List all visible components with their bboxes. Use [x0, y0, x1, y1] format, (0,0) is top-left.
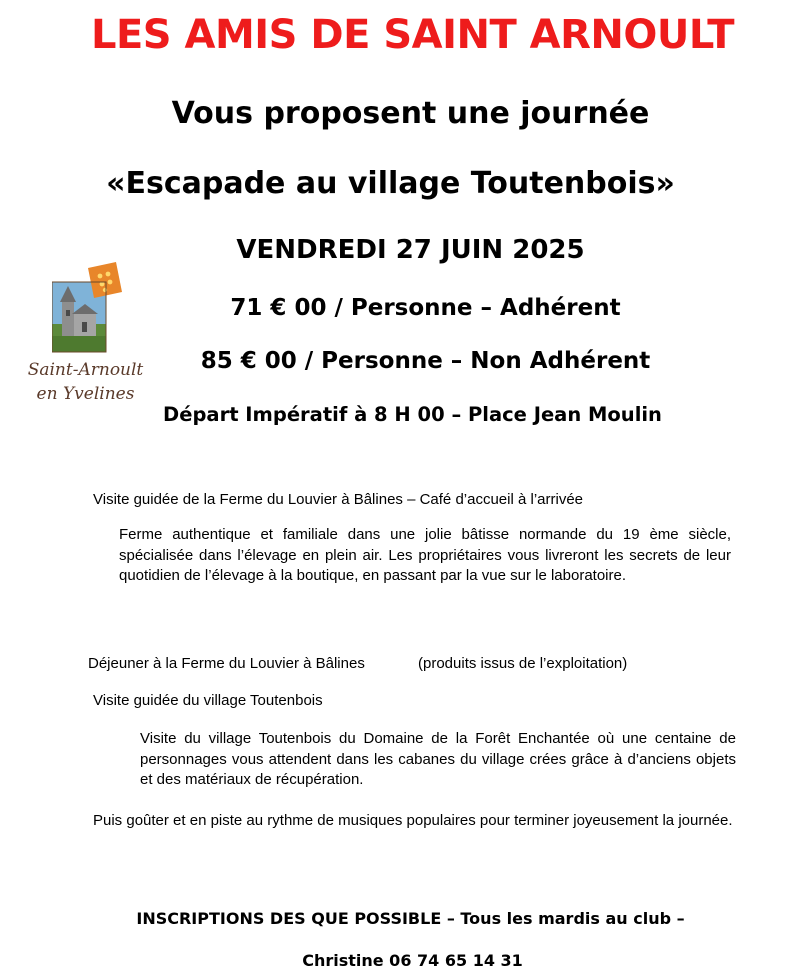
snack-paragraph: Puis goûter et en piste au rythme de musiques populaires pour terminer joyeusement la journée.: [93, 812, 733, 829]
price-non-member: 85 € 00 / Personne – Non Adhérent: [200, 348, 651, 374]
visit1-title: Visite guidée de la Ferme du Louvier à Bâlines – Café d’accueil à l’arrivée: [93, 491, 583, 508]
logo-text-line2: en Yvelines: [36, 384, 135, 404]
page-title: LES AMIS DE SAINT ARNOULT: [90, 12, 735, 58]
church-logo-icon: [52, 262, 124, 354]
logo-text-line1: Saint-Arnoult: [27, 360, 144, 380]
subtitle: Vous proposent une journée: [171, 96, 650, 131]
event-name: «Escapade au village Toutenbois»: [106, 166, 675, 201]
price-member: 71 € 00 / Personne – Adhérent: [230, 295, 621, 321]
inscriptions-info: INSCRIPTIONS DES QUE POSSIBLE – Tous les mardis au club –: [136, 909, 685, 928]
departure-info: Départ Impératif à 8 H 00 – Place Jean Moulin: [163, 403, 662, 426]
lunch-note: (produits issus de l’exploitation): [418, 655, 628, 672]
lunch-title: Déjeuner à la Ferme du Louvier à Bâlines: [88, 655, 365, 672]
visit1-description: Ferme authentique et familiale dans une jolie bâtisse normande du 19 ème siècle, spécialisée dans l’élevage en plein air. Les propriétaires vous livreront les secrets de leur quotidien de l’élevage à la boutique, en passant par la vue sur le laboratoire.: [119, 526, 731, 584]
event-date: VENDREDI 27 JUIN 2025: [236, 235, 585, 265]
contact-info: Christine 06 74 65 14 31: [302, 951, 523, 970]
visit2-title: Visite guidée du village Toutenbois: [93, 692, 323, 709]
town-logo: [18, 262, 153, 412]
visit2-description: Visite du village Toutenbois du Domaine de la Forêt Enchantée où une centaine de personnages vous attendent dans les cabanes du village crées grâce à d’anciens objets et des matériaux de récupération.: [140, 730, 736, 788]
